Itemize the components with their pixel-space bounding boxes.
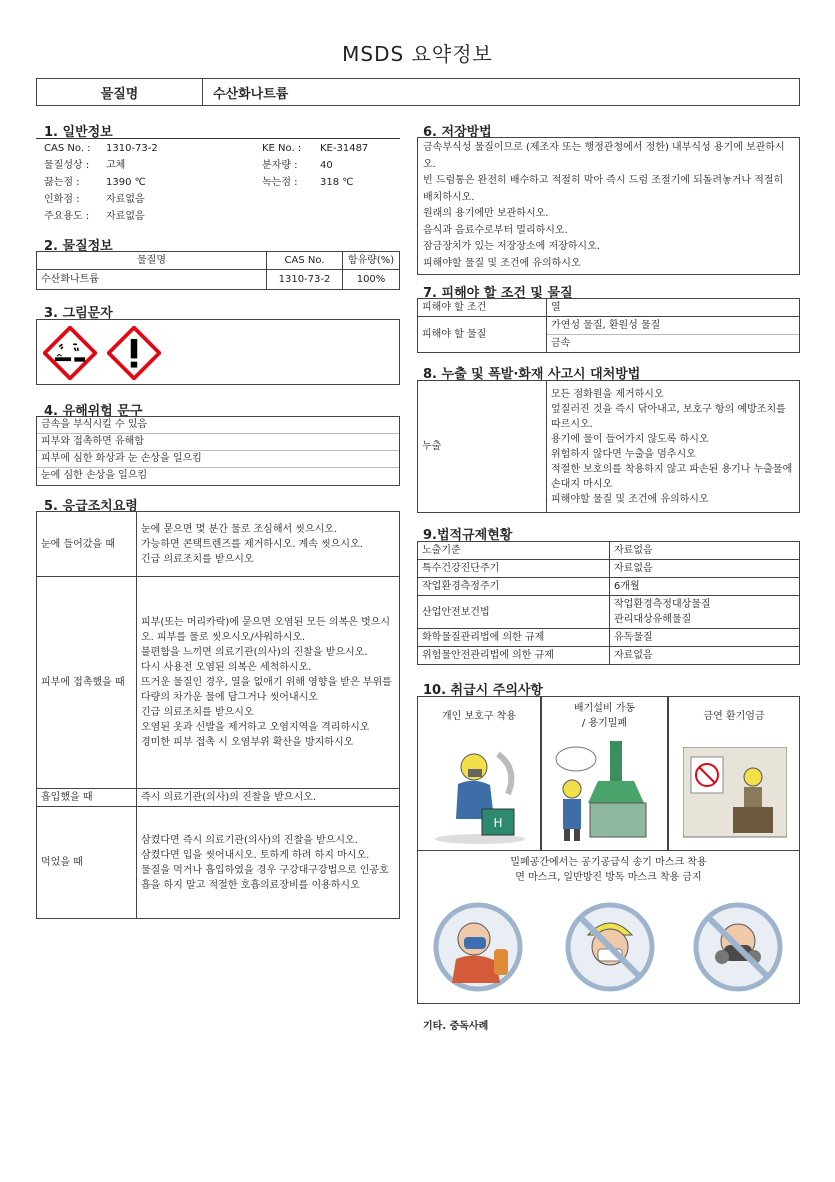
table-cell: 100% bbox=[343, 270, 400, 290]
leak-line: 피해야할 물질 및 조건에 유의하시오 bbox=[551, 493, 709, 505]
first-aid-line: 삼켰다면 즉시 의료기관(의사)의 진찰을 받으시오. bbox=[141, 834, 358, 846]
mw-label: 분자량 : bbox=[262, 160, 298, 171]
table-row bbox=[418, 647, 800, 665]
table-header: CAS No. bbox=[267, 252, 343, 270]
regulation-table bbox=[417, 541, 800, 665]
first-aid-text bbox=[137, 577, 400, 789]
first-aid-label: 피부에 접촉했을 때 bbox=[37, 577, 137, 789]
hazard-statements bbox=[36, 416, 400, 486]
mw-value: 40 bbox=[320, 160, 333, 171]
use-label: 주요용도 : bbox=[44, 211, 90, 222]
table-row bbox=[37, 577, 400, 789]
avoid-mat-label: 피해야 할 물질 bbox=[418, 317, 547, 353]
storage-line: 빈 드럼통은 완전히 배수하고 적절히 막아 즉시 드럼 조절기에 되돌려놓거나 적절히 배치하시오. bbox=[423, 175, 784, 203]
first-aid-line: 오염된 옷과 신발을 제거하고 오염지역을 격리하시오 bbox=[141, 722, 370, 733]
table-header: 물질명 bbox=[37, 252, 267, 270]
first-aid-line: 긴급 의료조치를 받으시오 bbox=[141, 553, 254, 565]
mask-caption-1: 밀폐공간에서는 공기공급식 송기 마스크 착용 bbox=[510, 857, 707, 868]
avoid-mat-line: 가연성 물질, 환원성 물질 bbox=[547, 317, 799, 335]
cas-label: CAS No. : bbox=[44, 143, 91, 154]
first-aid-line: 불편함을 느끼면 의료기관(의사)의 진찰을 받으시오. bbox=[141, 647, 368, 658]
gas-mask-prohibited-icon bbox=[692, 901, 784, 993]
table-row bbox=[37, 270, 400, 290]
flash-value: 자료없음 bbox=[106, 194, 145, 205]
first-aid-label: 먹었을 때 bbox=[37, 807, 137, 919]
table-header: 함유량(%) bbox=[343, 252, 400, 270]
first-aid-line: 경미한 피부 접촉 시 오염부위 확산을 방지하시오 bbox=[141, 737, 354, 748]
first-aid-line: 다시 사용전 오염된 의복은 세척하시오. bbox=[141, 662, 312, 673]
reg-label: 산업안전보건법 bbox=[418, 596, 610, 629]
state-label: 물질성상 : bbox=[44, 160, 90, 171]
substance-value: 수산화나트륨 bbox=[213, 86, 289, 102]
flash-label: 인화점 : bbox=[44, 194, 80, 205]
first-aid-label: 흡입했을 때 bbox=[37, 789, 137, 807]
bp-label: 끓는점 : bbox=[44, 177, 80, 188]
first-aid-line: 뜨거운 물질인 경우, 열을 없애기 위해 영향을 받은 부위를 다량의 차가운 물에 담그거나 씻어내시오 bbox=[141, 677, 392, 703]
table-row bbox=[37, 807, 400, 919]
avoid-table bbox=[417, 298, 800, 353]
reg-value: 자료없음 bbox=[610, 647, 800, 665]
mp-label: 녹는점 : bbox=[262, 177, 298, 188]
table-row bbox=[418, 596, 800, 629]
reg-value: 유독물질 bbox=[610, 629, 800, 647]
section-3-heading: 3. 그림문자 bbox=[44, 306, 113, 321]
section-5-heading: 5. 응급조치요령 bbox=[44, 499, 138, 514]
table-cell: 수산화나트륨 bbox=[37, 270, 267, 290]
leak-table bbox=[417, 380, 800, 513]
table-row bbox=[418, 629, 800, 647]
reg-line: 작업환경측정대상물질 bbox=[614, 599, 711, 610]
section-2-heading: 2. 물질정보 bbox=[44, 239, 113, 254]
leak-line: 용기에 물이 들어가지 않도록 하시오 bbox=[551, 433, 709, 445]
exclamation-pictogram-icon bbox=[107, 326, 161, 380]
reg-value bbox=[610, 596, 800, 629]
ke-label: KE No. : bbox=[262, 143, 302, 154]
storage-line: 원래의 용기에만 보관하시오. bbox=[423, 208, 549, 219]
mask-caption-2: 면 마스크, 일반방진 방독 마스크 착용 금지 bbox=[515, 872, 702, 883]
first-aid-label: 눈에 들어갔을 때 bbox=[37, 512, 137, 577]
table-row bbox=[37, 789, 400, 807]
first-aid-text: 즉시 의료기관(의사)의 진찰을 받으시오. bbox=[137, 789, 400, 807]
avoid-cond-label: 피해야 할 조건 bbox=[418, 299, 547, 317]
exhaust-panel bbox=[541, 696, 668, 851]
reg-value: 6개월 bbox=[610, 578, 800, 596]
table-row bbox=[418, 560, 800, 578]
avoid-cond-value: 열 bbox=[547, 299, 800, 317]
substance-name-bar bbox=[36, 78, 800, 106]
no-smoking-sign-icon bbox=[683, 747, 787, 843]
storage-box bbox=[417, 137, 800, 275]
storage-line: 피해야할 물질 및 조건에 유의하시오 bbox=[423, 257, 581, 269]
use-value: 자료없음 bbox=[106, 211, 145, 222]
reg-value: 자료없음 bbox=[610, 542, 800, 560]
leak-text bbox=[547, 381, 800, 513]
exhaust-hood-icon bbox=[550, 741, 662, 845]
leak-line: 모든 점화원을 제거하시오 bbox=[551, 388, 664, 400]
substance-table bbox=[36, 251, 400, 290]
section-10-heading: 10. 취급시 주의사항 bbox=[423, 683, 543, 698]
section-9-heading: 9.법적규제현황 bbox=[423, 528, 513, 543]
state-value: 고체 bbox=[106, 160, 126, 171]
exhaust-caption: 배기설비 가동 bbox=[573, 703, 636, 714]
reg-label: 노출기준 bbox=[418, 542, 610, 560]
cloth-mask-prohibited-icon bbox=[564, 901, 656, 993]
table-row bbox=[418, 299, 800, 317]
table-row bbox=[418, 542, 800, 560]
reg-label: 특수건강진단주기 bbox=[418, 560, 610, 578]
svg-text:H: H bbox=[493, 816, 503, 830]
leak-line: 적절한 보호의를 착용하지 않고 파손된 용기나 누출물에 손대지 마시오 bbox=[551, 463, 793, 490]
table-row bbox=[37, 512, 400, 577]
avoid-mat-value bbox=[547, 317, 800, 353]
first-aid-line: 가능하면 콘택트렌즈를 제거하시오. 계속 씻으시오. bbox=[141, 538, 363, 550]
ppe-caption: 개인 보호구 착용 bbox=[442, 711, 516, 722]
hazard-statement: 눈에 심한 손상을 일으킴 bbox=[41, 470, 148, 481]
table-row bbox=[418, 578, 800, 596]
first-aid-line: 눈에 묻으면 몇 분간 물로 조심해서 씻으시오. bbox=[141, 523, 338, 535]
cas-value: 1310-73-2 bbox=[106, 143, 158, 154]
corrosion-pictogram-icon bbox=[43, 326, 97, 380]
avoid-mat-line: 금속 bbox=[551, 338, 571, 349]
reg-line: 관리대상유해물질 bbox=[614, 614, 692, 625]
mp-value: 318 ℃ bbox=[320, 177, 354, 188]
exhaust-caption-2: / 용기밀폐 bbox=[581, 718, 628, 729]
section-1-rule bbox=[36, 138, 400, 139]
page-title: MSDS 요약정보 bbox=[342, 42, 493, 66]
bp-value: 1390 ℃ bbox=[106, 177, 146, 188]
mask-panel bbox=[417, 850, 800, 1004]
first-aid-line: 피부(또는 머리카락)에 묻으면 오염된 모든 의복은 벗으시오. 피부를 물로 씻으시오/샤워하시오. bbox=[141, 617, 391, 643]
footer-note: 기타. 중독사례 bbox=[423, 1021, 489, 1032]
substance-label: 물질명 bbox=[37, 79, 203, 105]
reg-label: 위험물안전관리법에 의한 규제 bbox=[418, 647, 610, 665]
general-info bbox=[44, 140, 408, 225]
leak-label: 누출 bbox=[418, 381, 547, 513]
table-row bbox=[418, 381, 800, 513]
first-aid-line: 삼켰다면 입을 씻어내시오. 토하게 하려 하지 마시오. bbox=[141, 849, 370, 861]
no-smoking-caption: 금연 환기엄금 bbox=[703, 711, 765, 722]
first-aid-text bbox=[137, 807, 400, 919]
hazard-statement: 피부와 접촉하면 유해함 bbox=[37, 434, 399, 451]
pictogram-box bbox=[36, 319, 400, 385]
storage-line: 금속부식성 물질이므로 (제조자 또는 행정관청에서 정한) 내부식성 용기에 보관하시오. bbox=[423, 142, 785, 170]
leak-line: 엎질러진 것을 즉시 닦아내고, 보호구 항의 예방조치를 따르시오. bbox=[551, 403, 786, 430]
worker-ppe-icon bbox=[428, 739, 532, 845]
no-smoking-panel bbox=[668, 696, 800, 851]
section-8-heading: 8. 누출 및 폭발·화재 사고시 대처방법 bbox=[423, 367, 641, 382]
first-aid-line: 긴급 의료조치를 받으시오 bbox=[141, 707, 254, 718]
storage-line: 잠금장치가 있는 저장장소에 저장하시오. bbox=[423, 241, 600, 252]
hazard-statement: 피부에 심한 화상과 눈 손상을 일으킴 bbox=[37, 451, 399, 468]
leak-line: 위험하지 않다면 누출을 멈추시오 bbox=[551, 448, 696, 460]
first-aid-text bbox=[137, 512, 400, 577]
reg-label: 작업환경측정주기 bbox=[418, 578, 610, 596]
table-cell: 1310-73-2 bbox=[267, 270, 343, 290]
section-7-heading: 7. 피해야 할 조건 및 물질 bbox=[423, 286, 573, 301]
first-aid-table bbox=[36, 511, 400, 919]
section-1-heading: 1. 일반정보 bbox=[44, 125, 113, 140]
section-4-heading: 4. 유해위험 문구 bbox=[44, 404, 143, 419]
first-aid-line: 물질을 먹거나 흡입하였을 경우 구강대구강법으로 인공호흡을 하지 말고 적절한 호흡의료장비를 이용하시오 bbox=[141, 864, 389, 891]
supplied-air-mask-icon bbox=[432, 901, 524, 993]
section-6-heading: 6. 저장방법 bbox=[423, 125, 492, 140]
hazard-statement: 금속을 부식시킬 수 있음 bbox=[37, 417, 399, 434]
ppe-panel bbox=[417, 696, 541, 851]
ke-value: KE-31487 bbox=[320, 143, 369, 154]
storage-line: 음식과 음료수로부터 멀리하시오. bbox=[423, 224, 568, 236]
reg-label: 화학물질관리법에 의한 규제 bbox=[418, 629, 610, 647]
table-row bbox=[418, 317, 800, 353]
reg-value: 자료없음 bbox=[610, 560, 800, 578]
table-header-row bbox=[37, 252, 400, 270]
